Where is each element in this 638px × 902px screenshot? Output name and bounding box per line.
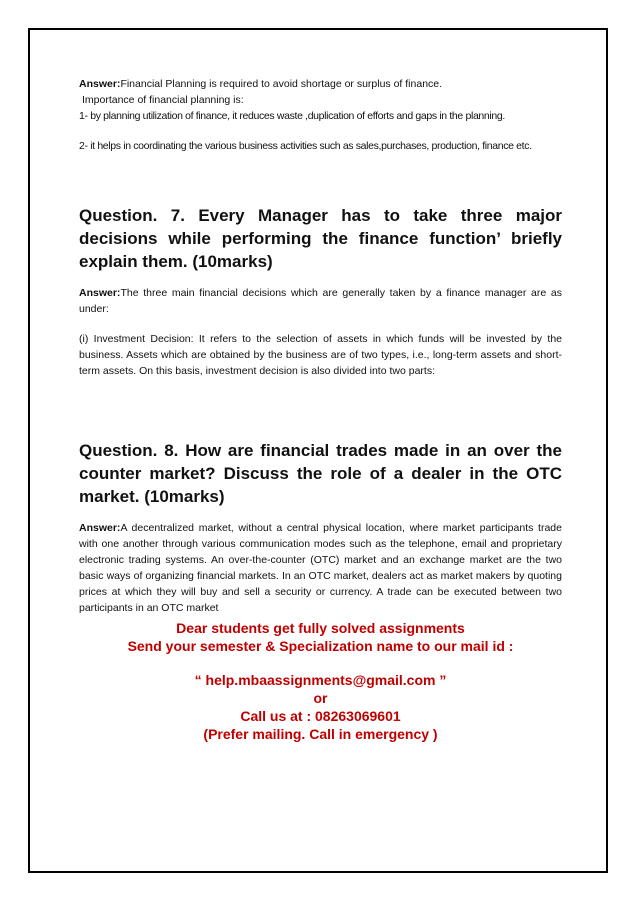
- q8-answer: [79, 520, 562, 616]
- promo-line-1: Dear students get fully solved assignments: [176, 620, 465, 636]
- q7-investment-decision: (i) Investment Decision: It refers to the selection of assets in which funds will be invested by the business. Assets which are obtained by the business are of two types, i.e., long-term assets and short-term assets. On this basis, investment decision is also divided into two parts:: [79, 333, 562, 377]
- point-1: 1- by planning utilization of finance, it reduces waste ,duplication of efforts and gaps in the planning.: [79, 110, 505, 122]
- answer-label: Answer:: [79, 78, 121, 90]
- question-8-heading: Question. 8. How are financial trades made in an over the counter market? Discuss the role of a dealer in the OTC market. (10marks): [79, 441, 562, 506]
- promo-block: [79, 619, 562, 743]
- q8-answer-text: A decentralized market, without a central physical location, where market participants trade with one another through various communication modes such as the telephone, email and proprietary electronic trading systems. An over-the-counter (OTC) market and an exchange market are the two basic ways of organizing financial markets. In an OTC market, dealers act as market makers by quoting prices at which they will buy and sell a security or currency. A trade can be executed between two participants in an OTC market: [79, 522, 562, 614]
- question-7-heading: Question. 7. Every Manager has to take three major decisions while performing the finance function’ briefly explain them. (10marks): [79, 206, 562, 271]
- point-2: 2- it helps in coordinating the various business activities such as sales,purchases, production, finance etc.: [79, 140, 532, 152]
- importance-line: Importance of financial planning is:: [82, 94, 244, 106]
- answer-paragraph: [79, 76, 562, 92]
- promo-line-2: Send your semester & Specialization name to our mail id :: [127, 638, 514, 654]
- answer-text: Financial Planning is required to avoid shortage or surplus of finance.: [120, 78, 443, 90]
- promo-or: or: [313, 690, 328, 706]
- q7-answer-label: Answer:: [79, 287, 121, 299]
- q8-answer-label: Answer:: [79, 522, 121, 534]
- q7-answer: [79, 285, 562, 317]
- document-content: [79, 76, 562, 743]
- promo-email[interactable]: “ help.mbaassignments@gmail.com ”: [194, 672, 447, 688]
- promo-prefer: (Prefer mailing. Call in emergency ): [203, 726, 438, 742]
- promo-call[interactable]: Call us at : 08263069601: [240, 708, 401, 724]
- q7-answer-text: The three main financial decisions which are generally taken by a finance manager are as under:: [79, 287, 562, 315]
